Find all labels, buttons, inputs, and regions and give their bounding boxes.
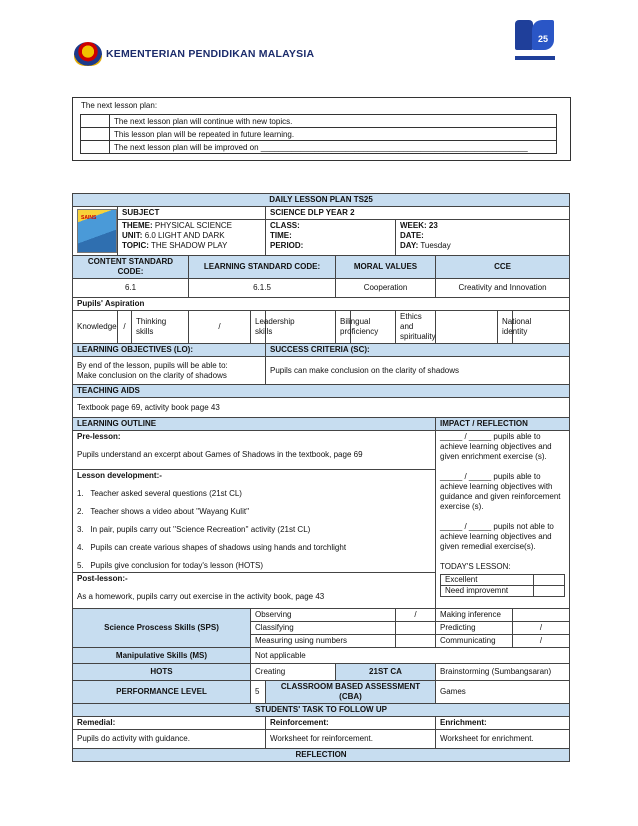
- enrichment-text: Worksheet for enrichment.: [436, 730, 570, 749]
- lesson-option: Need improvemnt: [441, 586, 534, 597]
- pre-lesson: Pre-lesson: Pupils understand an excerpt about Games of Shadows in the textbook, page 69: [73, 431, 436, 470]
- sps-mark[interactable]: /: [396, 609, 436, 622]
- option-checkbox[interactable]: [81, 115, 110, 128]
- aspiration-mark[interactable]: [266, 311, 336, 344]
- moral-values-value: Cooperation: [336, 279, 436, 298]
- subject-label: SUBJECT: [118, 207, 266, 220]
- sps-mark[interactable]: [513, 609, 570, 622]
- next-lesson-plan-title: The next lesson plan:: [81, 101, 158, 110]
- aspiration-label: Leadership skills: [251, 311, 266, 344]
- option-checkbox[interactable]: [81, 128, 110, 141]
- ca-title: 21ST CA: [336, 664, 436, 681]
- subject-value: SCIENCE DLP YEAR 2: [266, 207, 570, 220]
- ms-title: Manipulative Skills (MS): [73, 648, 251, 664]
- cba-title: CLASSROOM BASED ASSESSMENT (CBA): [266, 681, 436, 704]
- impact-reflection: _____ / _____ pupils able to achieve learning objectives and given enrichment exercise (s). _____ / _____ pupils able to achieve learning objectives with guidance and given reinforcement exercise (s). _____ / _____ pupils not able to achieve learning objectives and given remedial exercise(s). TODAY'S LESSON: Excellent Need improvemnt: [436, 431, 570, 609]
- moral-values-header: MORAL VALUES: [336, 256, 436, 279]
- sps-mark[interactable]: /: [513, 622, 570, 635]
- aspiration-mark[interactable]: /: [118, 311, 132, 344]
- option-label: The next lesson plan will be improved on ____________________________________________________________: [110, 141, 557, 154]
- sps-skill: Observing: [251, 609, 396, 622]
- option-label: This lesson plan will be repeated in future learning.: [110, 128, 557, 141]
- next-lesson-options: [80, 114, 557, 154]
- ts25-logo: 25: [512, 16, 558, 66]
- sps-title: Science Proscess Skills (SPS): [73, 609, 251, 648]
- sps-skill: Measuring using numbers: [251, 635, 396, 648]
- option-label: The next lesson plan will continue with new topics.: [110, 115, 557, 128]
- enrichment-title: Enrichment:: [436, 717, 570, 730]
- aspiration-label: Thinking skills: [132, 311, 189, 344]
- aspiration-label: Ethics and spirituality: [396, 311, 436, 344]
- task-title: STUDENTS' TASK TO FOLLOW UP: [73, 704, 570, 717]
- sc-title: SUCCESS CRITERIA (SC):: [266, 344, 570, 357]
- aspiration-label: Knowledge: [73, 311, 118, 344]
- sps-skill: Communicating: [436, 635, 513, 648]
- textbook-cover: [73, 207, 118, 256]
- ms-value: Not applicable: [251, 648, 570, 664]
- content-standard-value: 6.1: [73, 279, 189, 298]
- cba-value: Games: [436, 681, 570, 704]
- outline-title: LEARNING OUTLINE: [73, 418, 436, 431]
- impact-title: IMPACT / REFLECTION: [436, 418, 570, 431]
- theme-unit-topic: THEME: PHYSICAL SCIENCE UNIT: 6.0 LIGHT AND DARK TOPIC: THE SHADOW PLAY: [118, 220, 266, 256]
- learning-standard-value: 6.1.5: [189, 279, 336, 298]
- daily-lesson-plan-table: [72, 193, 570, 762]
- cce-value: Creativity and Innovation: [436, 279, 570, 298]
- lo-title: LEARNING OBJECTIVES (LO):: [73, 344, 266, 357]
- post-lesson: Post-lesson:- As a homework, pupils carry out exercise in the activity book, page 43: [73, 573, 436, 609]
- sps-skill: Predicting: [436, 622, 513, 635]
- ministry-name: KEMENTERIAN PENDIDIKAN MALAYSIA: [106, 48, 315, 60]
- week-date-day: WEEK: 23 DATE: DAY: Tuesday: [396, 220, 570, 256]
- plan-title: DAILY LESSON PLAN TS25: [73, 194, 570, 207]
- sps-mark[interactable]: [396, 622, 436, 635]
- sps-skill: Classifying: [251, 622, 396, 635]
- reflection-title: REFLECTION: [73, 749, 570, 762]
- aids-title: TEACHING AIDS: [73, 385, 570, 398]
- page-header: [0, 0, 638, 90]
- class-time-period: CLASS: TIME: PERIOD:: [266, 220, 396, 256]
- sps-mark[interactable]: [396, 635, 436, 648]
- content-standard-header: CONTENT STANDARD CODE:: [73, 256, 189, 279]
- lo-text: By end of the lesson, pupils will be able to: Make conclusion on the clarity of shadows: [73, 357, 266, 385]
- aspiration-label: Bilingual proficiency: [336, 311, 351, 344]
- sps-skill: Making inference: [436, 609, 513, 622]
- lesson-option-check[interactable]: [534, 586, 565, 597]
- sps-mark[interactable]: /: [513, 635, 570, 648]
- perf-title: PERFORMANCE LEVEL: [73, 681, 251, 704]
- todays-lesson-table: [440, 574, 565, 597]
- aspiration-label: National identity: [498, 311, 513, 344]
- perf-value: 5: [251, 681, 266, 704]
- lesson-option: Excellent: [441, 575, 534, 586]
- hots-value: Creating: [251, 664, 336, 681]
- cce-header: CCE: [436, 256, 570, 279]
- aspiration-title: Pupils' Aspiration: [73, 298, 570, 311]
- option-checkbox[interactable]: [81, 141, 110, 154]
- remedial-title: Remedial:: [73, 717, 266, 730]
- malaysia-crest-icon: [74, 42, 102, 66]
- book-icon: SAINS: [77, 209, 117, 253]
- aids-text: Textbook page 69, activity book page 43: [73, 398, 570, 418]
- learning-standard-header: LEARNING STANDARD CODE:: [189, 256, 336, 279]
- reinforcement-title: Reinforcement:: [266, 717, 436, 730]
- lesson-option-check[interactable]: [534, 575, 565, 586]
- next-lesson-plan-box: [72, 97, 571, 161]
- reinforcement-text: Worksheet for reinforcement.: [266, 730, 436, 749]
- ca-value: Brainstorming (Sumbangsaran): [436, 664, 570, 681]
- lesson-development: Lesson development:- 1. Teacher asked several questions (21st CL) 2. Teacher shows a video about ''Wayang Kulit'' 3. In pair, pupils carry out ''Science Recreation'' activity (21st CL) 4. Pupils can create various shapes of shadows using hands and torchlight 5. Pupils give conclusion for today's lesson (HOTS): [73, 470, 436, 573]
- aspiration-mark[interactable]: /: [189, 311, 251, 344]
- hots-title: HOTS: [73, 664, 251, 681]
- remedial-text: Pupils do activity with guidance.: [73, 730, 266, 749]
- aspiration-mark[interactable]: [436, 311, 498, 344]
- sc-text: Pupils can make conclusion on the clarity of shadows: [266, 357, 570, 385]
